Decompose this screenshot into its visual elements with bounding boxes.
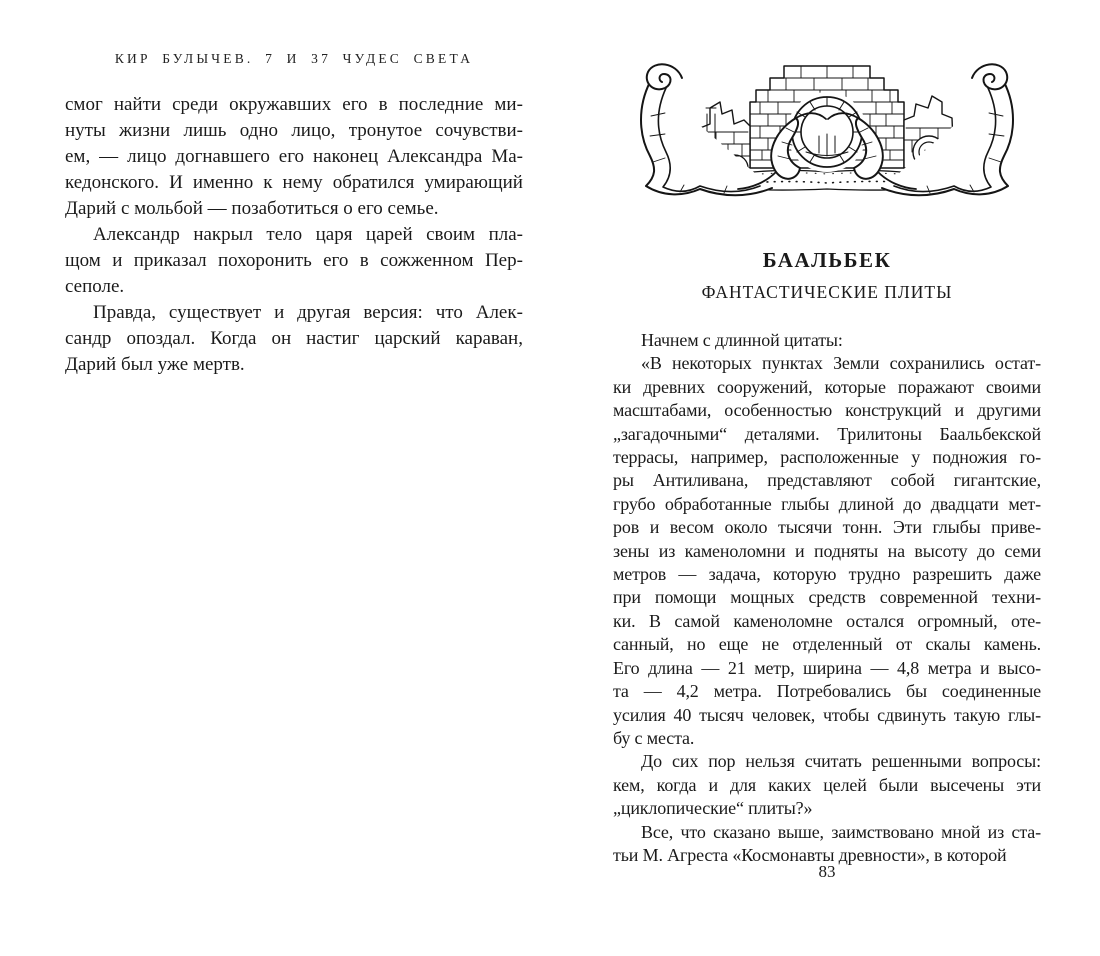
text-line: усилия 40 тысяч человек, чтобы сдвинуть такую глы- <box>613 704 1041 725</box>
text-line: террасы, например, расположенные у подножия го- <box>613 447 1041 468</box>
right-page-body <box>613 329 1041 867</box>
text-line: ры Антиливана, представляют собой гигантские, <box>613 470 1041 491</box>
text-line: ем, — лицо догнавшего его наконец Александра Ма- <box>65 146 523 167</box>
text-line: кедонского. И именно к нему обратился умирающий <box>65 172 523 193</box>
text-line: Александр накрыл тело царя царей своим пла- <box>93 224 523 245</box>
text-line: „загадочными“ деталями. Трилитоны Баальбекской <box>613 423 1041 444</box>
text-line: санный, но еще не отделенный от скалы камень. <box>613 634 1041 655</box>
text-line: ки древних сооружений, которые поражают своими <box>613 376 1041 397</box>
right-page <box>613 0 1041 881</box>
paragraph <box>65 92 523 222</box>
running-header: КИР БУЛЫЧЕВ. 7 И 37 ЧУДЕС СВЕТА <box>114 51 474 66</box>
text-line: та — 4,2 метра. Потребовались бы соединенные <box>613 681 1041 702</box>
text-line: масштабами, особенностью конструкций и другими <box>613 400 1041 421</box>
text-line: Дарий с мольбой — позаботиться о его семье. <box>65 198 439 219</box>
text-line: бу с места. <box>613 727 695 748</box>
text-line: грубо обработанные глыбы длиной до двадцати мет- <box>613 493 1041 514</box>
paragraph <box>613 329 1041 352</box>
paragraph <box>65 222 523 300</box>
text-line: нуты жизни лишь одно лицо, тронутое сочувстви- <box>65 120 523 141</box>
chapter-title: БААЛЬБЕК <box>762 248 892 272</box>
chapter-subtitle: ФАНТАСТИЧЕСКИЕ ПЛИТЫ <box>701 282 953 302</box>
text-line: Дарий был уже мертв. <box>65 354 245 375</box>
text-line: кем, когда и для каких целей были высечены эти <box>613 774 1041 795</box>
text-line: смог найти среди окружавших его в последние ми- <box>65 94 523 115</box>
paragraph <box>613 352 1041 750</box>
text-line: сеполе. <box>65 276 125 297</box>
paragraph <box>613 750 1041 820</box>
paragraph <box>65 300 523 378</box>
text-line: ров и весом около тысячи тонн. Эти глыбы приве- <box>613 517 1041 538</box>
text-line: Правда, существует и другая версия: что Алек- <box>93 302 523 323</box>
text-line: До сих пор нельзя считать решенными вопросы: <box>641 751 1041 772</box>
text-line: Все, что сказано выше, заимствовано мной из ста- <box>641 821 1041 842</box>
text-line: зены из каменоломни и подняты на высоту до семи <box>613 540 1041 561</box>
left-page <box>65 0 523 378</box>
text-line: „циклопические“ плиты?» <box>613 798 813 819</box>
text-line: ки. В самой каменоломне остался огромный, оте- <box>613 610 1041 631</box>
page-number: 83 <box>818 862 836 881</box>
text-line: Начнем с длинной цитаты: <box>641 330 843 350</box>
left-page-body <box>65 92 523 378</box>
text-line: щом и приказал похоронить его в сожженном Пер- <box>65 250 523 271</box>
paragraph <box>613 821 1041 868</box>
text-line: тьи М. Агреста «Космонавты древности», в которой <box>613 844 1007 865</box>
text-line: сандр опоздал. Когда он настиг царский караван, <box>65 328 523 349</box>
ruins-engraving-icon <box>636 56 1018 198</box>
text-line: «В некоторых пунктах Земли сохранились остат- <box>641 353 1041 374</box>
text-line: Его длина — 21 метр, ширина — 4,8 метра и высо- <box>613 657 1041 678</box>
ruins-vignette-illustration <box>613 56 1041 198</box>
text-line: при помощи мощных средств современной техни- <box>613 587 1041 608</box>
text-line: метров — задача, которую трудно разрешить даже <box>613 564 1041 585</box>
